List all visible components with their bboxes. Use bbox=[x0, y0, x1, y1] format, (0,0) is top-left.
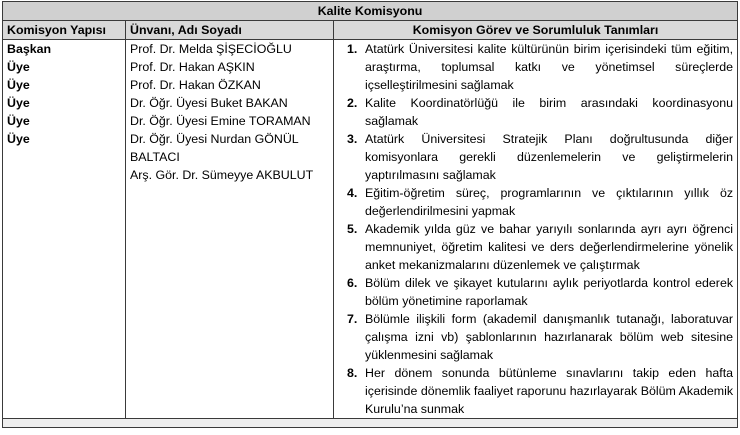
duty-text: Eğitim-öğretim süreç, programlarının ve çıktılarının yıllık öz değerlendirilmesini yapmak bbox=[365, 186, 734, 218]
commission-table bbox=[2, 1, 738, 428]
duty-number: 6. bbox=[347, 276, 358, 290]
duty-number: 8. bbox=[347, 366, 358, 380]
member-name: Prof. Dr. Melda ŞİŞECİOĞLU bbox=[130, 42, 292, 56]
duties-list bbox=[338, 40, 733, 418]
table-footer-cell bbox=[3, 419, 738, 428]
duty-number: 5. bbox=[347, 222, 358, 236]
members-cell bbox=[126, 40, 334, 419]
duties-cell bbox=[334, 40, 738, 419]
role-member: Üye bbox=[7, 96, 30, 110]
duty-number: 4. bbox=[347, 186, 358, 200]
role-member: Üye bbox=[7, 114, 30, 128]
duty-text: Bölümle ilişkili form (akademil danışmanlık tutanağı, laboratuvar çalışma izni vb) şablonlarının hazırlanarak bölüm web sitesine yüklenmesini sağlamak bbox=[365, 312, 734, 362]
duty-item bbox=[338, 130, 733, 184]
duty-item bbox=[338, 94, 733, 130]
member-name: Dr. Öğr. Üyesi Emine TORAMAN bbox=[130, 114, 311, 128]
table-header-row bbox=[3, 21, 738, 40]
role-member: Üye bbox=[7, 132, 30, 146]
duty-text: Her dönem sonunda bütünleme sınavlarını takip eden hafta içerisinde dönemlik faaliyet raporunu hazırlayarak Bölüm Akademik Kurulu’na sunmak bbox=[365, 366, 734, 416]
table-body-row bbox=[3, 40, 738, 419]
duty-item bbox=[338, 364, 733, 418]
member-name: Prof. Dr. Hakan AŞKIN bbox=[130, 60, 255, 74]
table-title: Kalite Komisyonu bbox=[3, 2, 738, 21]
member-name: Arş. Gör. Dr. Sümeyye AKBULUT bbox=[130, 168, 314, 182]
member-name: Dr. Öğr. Üyesi Nurdan GÖNÜL BALTACI bbox=[130, 132, 299, 164]
duty-number: 7. bbox=[347, 312, 358, 326]
duty-text: Atatürk Üniversitesi Stratejik Planı doğrultusunda diğer komisyonlara gerekli düzenlemelerin ve geliştirmelerin yaptırılmasını sağlamak bbox=[365, 132, 734, 182]
duty-item bbox=[338, 184, 733, 220]
header-duties: Komisyon Görev ve Sorumluluk Tanımları bbox=[334, 21, 738, 40]
member-name: Dr. Öğr. Üyesi Buket BAKAN bbox=[130, 96, 288, 110]
duty-item bbox=[338, 220, 733, 274]
role-chair: Başkan bbox=[7, 42, 52, 56]
member-name: Prof. Dr. Hakan ÖZKAN bbox=[130, 78, 261, 92]
duty-item bbox=[338, 274, 733, 310]
duty-text: Akademik yılda güz ve bahar yarıyılı sonlarında ayrı ayrı öğrenci memnuniyet, öğretim kalitesi ve ders değerlendirmelerine yönelik anket mekanizmalarını düzenlemek ve çalıştırmak bbox=[365, 222, 734, 272]
duty-number: 3. bbox=[347, 132, 358, 146]
duty-text: Atatürk Üniversitesi kalite kültürünün birim içerisindeki tüm eğitim, araştırma, toplumsal katkı ve yönetimsel süreçlerde içselleştirilmesini sağlamak bbox=[365, 42, 734, 92]
header-name: Ünvanı, Adı Soyadı bbox=[126, 21, 334, 40]
duty-number: 2. bbox=[347, 96, 358, 110]
duty-item bbox=[338, 310, 733, 364]
table-footer-row bbox=[3, 419, 738, 428]
duty-text: Bölüm dilek ve şikayet kutularını aylık periyotlarda kontrol ederek bölüm yönetimine raporlamak bbox=[365, 276, 734, 308]
table-title-row bbox=[3, 2, 738, 21]
role-member: Üye bbox=[7, 60, 30, 74]
duty-number: 1. bbox=[347, 42, 358, 56]
duty-text: Kalite Koordinatörlüğü ile birim arasındaki koordinasyonu sağlamak bbox=[365, 96, 734, 128]
duty-item bbox=[338, 40, 733, 94]
role-member: Üye bbox=[7, 78, 30, 92]
roles-cell bbox=[3, 40, 126, 419]
header-role: Komisyon Yapısı bbox=[3, 21, 126, 40]
